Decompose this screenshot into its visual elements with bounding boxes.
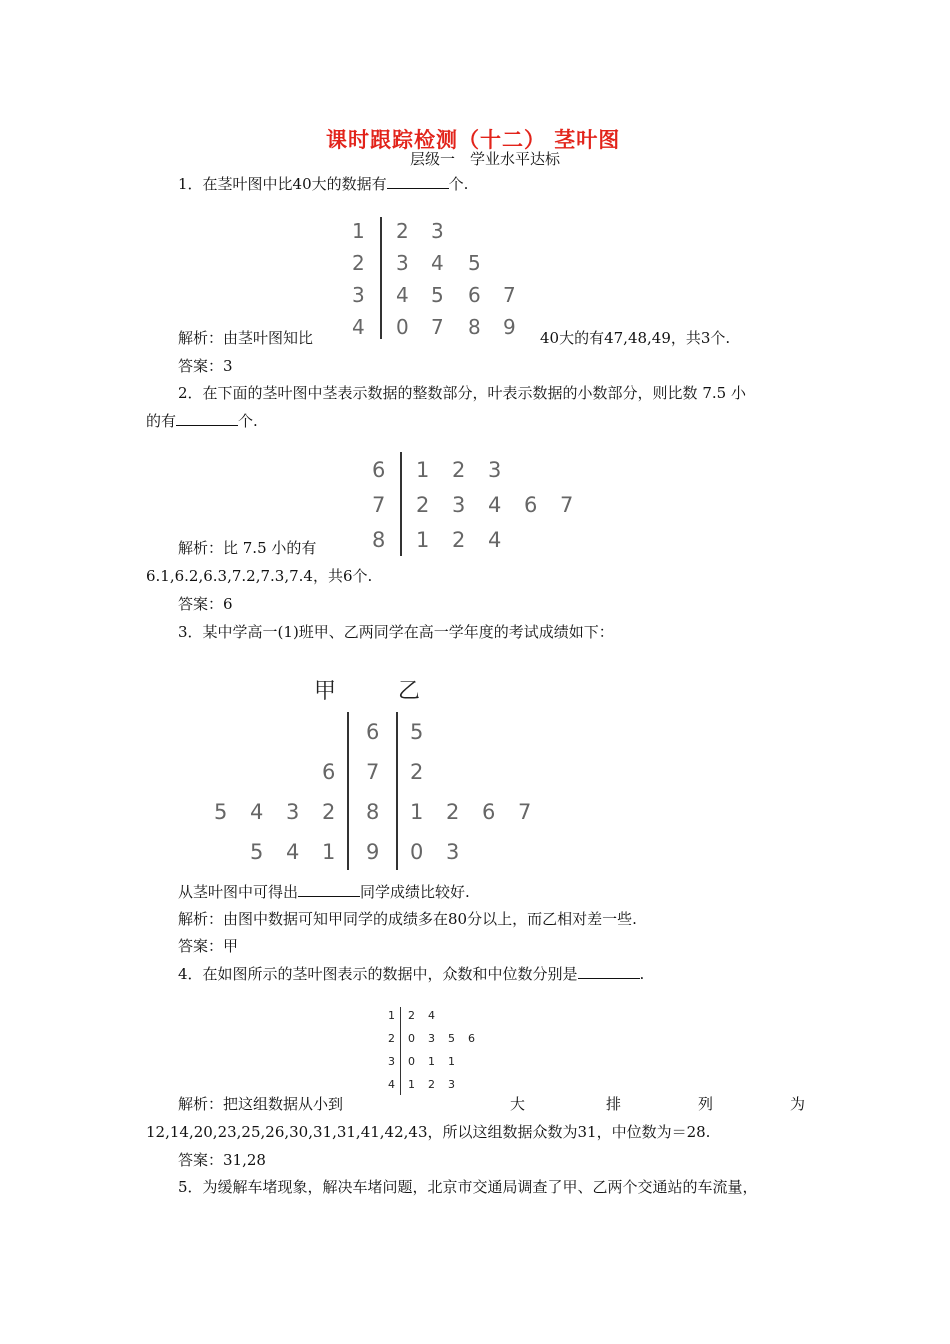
q4-leaf: 3	[448, 1078, 455, 1091]
q3-right-label: 乙	[398, 679, 421, 704]
q3-stem: 9	[366, 840, 380, 864]
q2-prompt-line1: 2．在下面的茎叶图中茎表示数据的整数部分，叶表示数据的小数部分，则比数 7.5 小	[178, 384, 746, 402]
q5-prompt: 5．为缓解车堵现象，解决车堵问题，北京市交通局调查了甲、乙两个交通站的车流量，	[178, 1178, 758, 1196]
q3-left-leaf: 5	[250, 840, 264, 864]
q3-left-leaf: 1	[322, 840, 336, 864]
q4-leaf: 0	[408, 1055, 415, 1068]
q4-analysis-b: 12,14,20,23,25,26,30,31,31,41,42,43，所以这组数据众数为31，中位数为＝28.	[146, 1123, 711, 1141]
q1-leaf: 7	[431, 315, 444, 339]
q3-question-text: 从茎叶图中可得出	[178, 883, 299, 901]
q4-prompt	[178, 964, 644, 984]
q2-leaf: 4	[488, 528, 502, 552]
q3-plot-divider-left	[347, 712, 349, 870]
q3-left-leaf: 2	[322, 800, 336, 824]
q4-prompt-text: 4．在如图所示的茎叶图表示的数据中，众数和中位数分别是	[178, 965, 578, 983]
q4-leaf: 0	[408, 1032, 415, 1045]
q3-stem-leaf-plot	[200, 670, 560, 875]
q2-prompt-text: 的有	[146, 412, 177, 430]
q3-answer: 答案：甲	[178, 937, 239, 955]
q3-right-leaf: 1	[410, 800, 424, 824]
q3-prompt: 3．某中学高一(1)班甲、乙两同学在高一学年度的考试成绩如下：	[178, 623, 614, 641]
q3-right-leaf: 6	[482, 800, 496, 824]
q3-stem: 7	[366, 760, 380, 784]
q1-prompt-suffix: 个.	[448, 175, 469, 193]
q3-left-leaf: 3	[286, 800, 300, 824]
q1-leaf: 6	[468, 283, 481, 307]
q2-stem: 6	[372, 458, 386, 482]
q2-leaf: 2	[452, 458, 466, 482]
q2-stem: 7	[372, 493, 386, 517]
q1-analysis-a: 解析：由茎叶图知比	[178, 329, 314, 347]
q3-question-suffix: 同学成绩比较好.	[360, 883, 470, 901]
q2-stem-leaf-plot	[360, 450, 600, 560]
q1-stem: 2	[352, 251, 365, 275]
q4-analysis-word: 大	[510, 1095, 526, 1113]
q1-leaf: 5	[468, 251, 481, 275]
q2-leaf: 1	[416, 528, 430, 552]
q3-stem: 8	[366, 800, 380, 824]
q4-leaf: 3	[428, 1032, 435, 1045]
q3-left-leaf: 4	[286, 840, 300, 864]
q1-stem-leaf-plot	[340, 215, 540, 345]
q4-leaf: 2	[408, 1009, 415, 1022]
q1-leaf: 5	[431, 283, 444, 307]
page-title: 课时跟踪检测（十二） 茎叶图	[326, 127, 621, 152]
q4-leaf: 1	[428, 1055, 435, 1068]
q3-left-leaf: 5	[214, 800, 228, 824]
page-subtitle: 层级一 学业水平达标	[410, 150, 561, 168]
q3-answer-blank	[298, 883, 360, 897]
q4-stem: 1	[388, 1009, 395, 1022]
q1-leaf: 3	[396, 251, 409, 275]
q4-leaf: 1	[448, 1055, 455, 1068]
q2-leaf: 1	[416, 458, 430, 482]
q2-analysis-b: 6.1,6.2,6.3,7.2,7.3,7.4，共6个.	[146, 567, 373, 585]
q1-leaf: 7	[503, 283, 516, 307]
q1-prompt	[178, 174, 468, 194]
q4-analysis-word: 排	[606, 1095, 622, 1113]
q4-analysis-word: 列	[698, 1095, 714, 1113]
q3-left-leaf: 6	[322, 760, 336, 784]
q1-answer-blank	[387, 175, 449, 189]
q4-answer-blank	[578, 965, 640, 979]
q2-stem: 8	[372, 528, 386, 552]
q3-question	[178, 882, 470, 902]
q2-leaf: 4	[488, 493, 502, 517]
q4-plot-divider	[400, 1007, 401, 1095]
q4-answer: 答案：31,28	[178, 1151, 266, 1169]
q4-stem-leaf-plot	[382, 1005, 512, 1097]
q4-leaf: 6	[468, 1032, 475, 1045]
q4-leaf: 5	[448, 1032, 455, 1045]
q4-leaf: 4	[428, 1009, 435, 1022]
q2-prompt-suffix: 个.	[238, 412, 258, 430]
q3-right-leaf: 5	[410, 720, 424, 744]
q3-left-label: 甲	[314, 679, 337, 704]
q2-analysis-a: 解析：比 7.5 小的有	[178, 539, 317, 557]
q2-answer: 答案：6	[178, 595, 233, 613]
q3-right-leaf: 0	[410, 840, 424, 864]
q1-leaf: 8	[468, 315, 481, 339]
q4-analysis-a: 解析：把这组数据从小到	[178, 1095, 344, 1113]
q4-stem: 4	[388, 1078, 395, 1091]
q1-leaf: 4	[396, 283, 409, 307]
q1-stem: 3	[352, 283, 365, 307]
q4-leaf: 1	[408, 1078, 415, 1091]
q2-plot-divider	[400, 452, 402, 556]
q2-leaf: 7	[560, 493, 574, 517]
q1-prompt-text: 1．在茎叶图中比40大的数据有	[178, 175, 387, 193]
q1-answer: 答案：3	[178, 357, 233, 375]
q4-analysis-word: 为	[790, 1095, 806, 1113]
q1-leaf: 3	[431, 219, 444, 243]
q2-leaf: 3	[488, 458, 502, 482]
q3-right-leaf: 7	[518, 800, 532, 824]
q4-stem: 3	[388, 1055, 395, 1068]
q3-analysis: 解析：由图中数据可知甲同学的成绩多在80分以上，而乙相对差一些.	[178, 910, 637, 928]
q2-answer-blank	[176, 412, 238, 426]
q1-leaf: 4	[431, 251, 444, 275]
q3-right-leaf: 2	[446, 800, 460, 824]
q1-stem: 4	[352, 315, 365, 339]
q2-leaf: 2	[452, 528, 466, 552]
q4-leaf: 2	[428, 1078, 435, 1091]
q1-stem: 1	[352, 219, 365, 243]
q3-stem: 6	[366, 720, 380, 744]
q2-leaf: 2	[416, 493, 430, 517]
q1-analysis-b: 40大的有47,48,49，共3个.	[540, 329, 731, 347]
q2-leaf: 3	[452, 493, 466, 517]
q3-right-leaf: 3	[446, 840, 460, 864]
q3-right-leaf: 2	[410, 760, 424, 784]
q4-stem: 2	[388, 1032, 395, 1045]
q1-plot-divider	[380, 217, 382, 339]
q4-prompt-suffix: .	[639, 965, 645, 983]
q1-leaf: 2	[396, 219, 409, 243]
q1-leaf: 0	[396, 315, 409, 339]
q1-leaf: 9	[503, 315, 516, 339]
q2-prompt-line2	[146, 411, 258, 431]
q3-plot-divider-right	[396, 712, 398, 870]
q2-leaf: 6	[524, 493, 538, 517]
q3-left-leaf: 4	[250, 800, 264, 824]
